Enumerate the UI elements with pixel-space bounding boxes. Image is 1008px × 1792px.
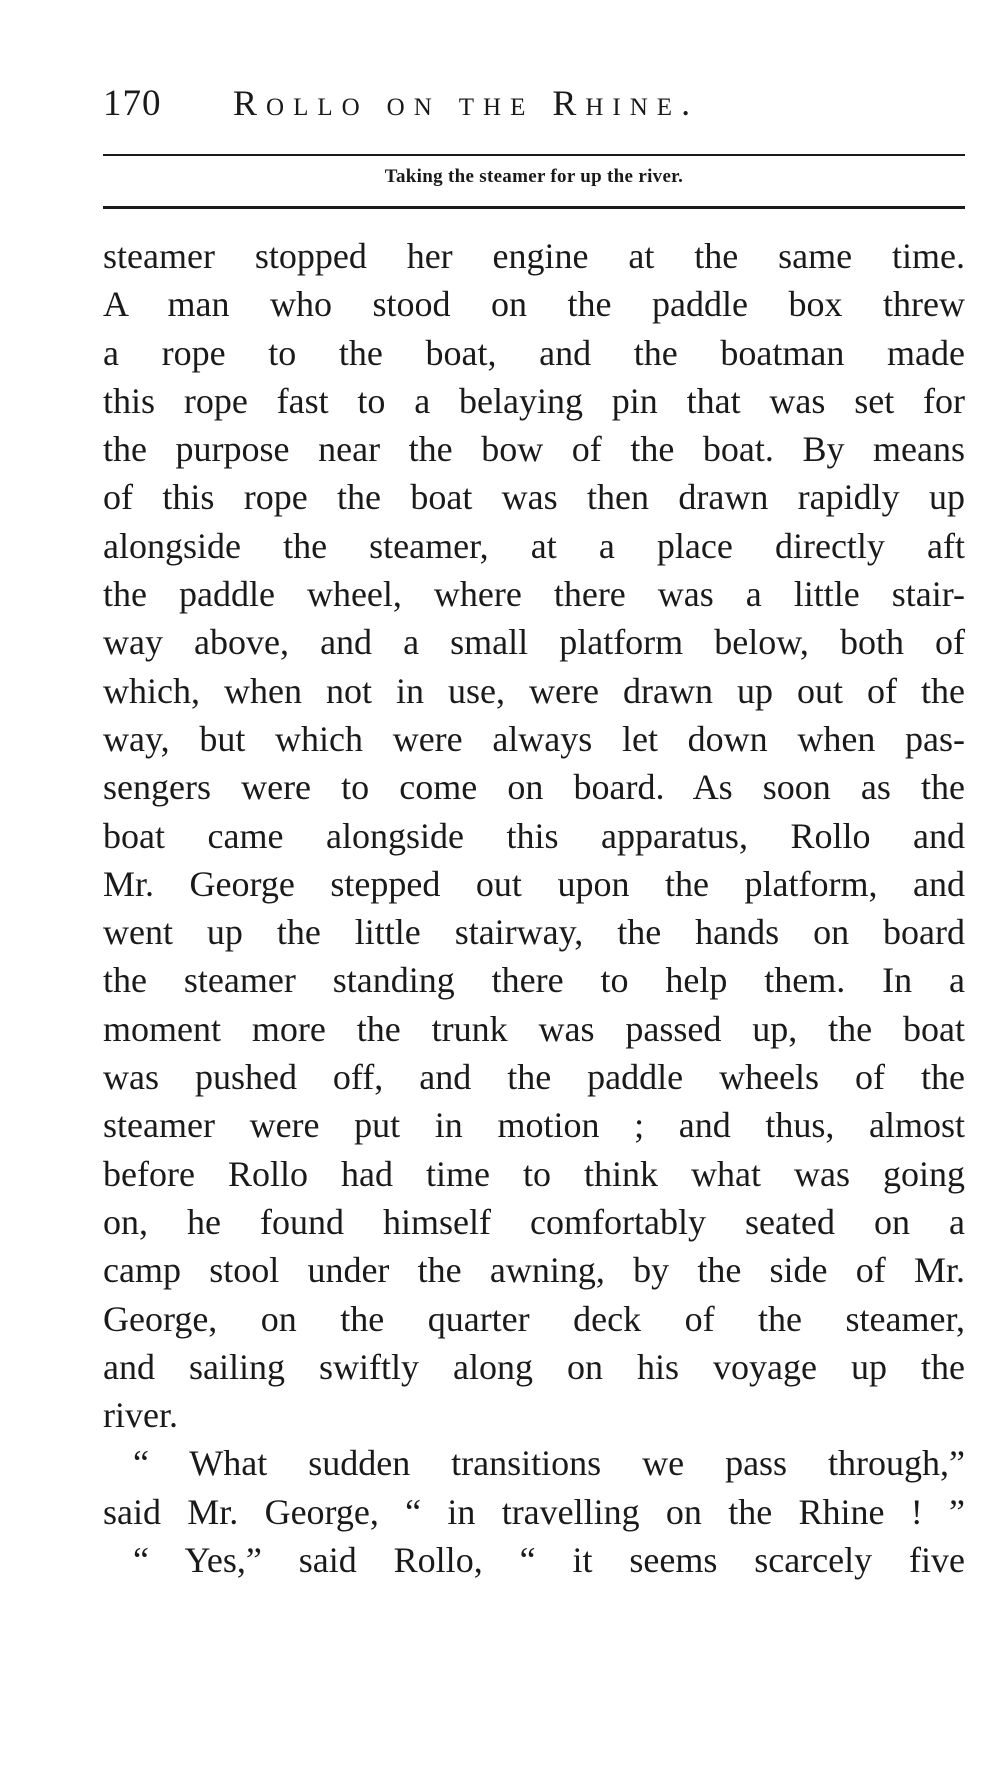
section-subtitle: Taking the steamer for up the river. — [384, 166, 684, 187]
text-line: went up the little stairway, the hands on board — [103, 912, 965, 953]
text-line: camp stool under the awning, by the side of Mr. — [103, 1250, 965, 1291]
text-line: before Rollo had time to think what was going — [103, 1153, 965, 1194]
page-number: 170 — [103, 83, 162, 124]
book-title: Rollo on the Rhine. — [233, 83, 700, 123]
text-line: way above, and a small platform below, both of — [103, 622, 965, 663]
text-line: “ Yes,” said Rollo, “ it seems scarcely five — [133, 1540, 965, 1581]
text-line: and sailing swiftly along on his voyage up the — [103, 1346, 965, 1387]
text-line: said Mr. George, “ in travelling on the Rhine ! ” — [103, 1491, 965, 1532]
text-line: steamer stopped her engine at the same time. — [103, 236, 965, 276]
text-line: of this rope the boat was then drawn rapidly up — [103, 477, 965, 518]
text-line: a rope to the boat, and the boatman made — [103, 332, 965, 373]
text-line: which, when not in use, were drawn up out of the — [103, 670, 965, 711]
text-line: the steamer standing there to help them. In a — [103, 960, 965, 1001]
text-line: steamer were put in motion ; and thus, almost — [103, 1105, 965, 1146]
text-line: the purpose near the bow of the boat. By means — [103, 429, 965, 470]
body-text — [103, 232, 965, 1584]
top-rule — [103, 154, 965, 156]
text-line: this rope fast to a belaying pin that was set for — [103, 380, 965, 421]
text-line: river. — [103, 1395, 178, 1436]
text-line: the paddle wheel, where there was a little stair- — [103, 574, 965, 615]
running-head — [103, 82, 965, 138]
text-line: Mr. George stepped out upon the platform, and — [103, 863, 965, 904]
text-line: alongside the steamer, at a place directly aft — [103, 525, 965, 566]
text-line: was pushed off, and the paddle wheels of the — [103, 1057, 965, 1098]
text-line: moment more the trunk was passed up, the boat — [103, 1008, 965, 1049]
bottom-rule — [103, 206, 965, 209]
text-line: on, he found himself comfortably seated on a — [103, 1201, 965, 1242]
text-line: boat came alongside this apparatus, Rollo and — [103, 815, 965, 856]
text-line: “ What sudden transitions we pass through,” — [133, 1443, 965, 1484]
text-line: A man who stood on the paddle box threw — [103, 284, 965, 325]
text-line: sengers were to come on board. As soon as the — [103, 767, 965, 808]
text-line: George, on the quarter deck of the steamer, — [103, 1298, 965, 1339]
text-line: way, but which were always let down when pas- — [103, 718, 965, 759]
